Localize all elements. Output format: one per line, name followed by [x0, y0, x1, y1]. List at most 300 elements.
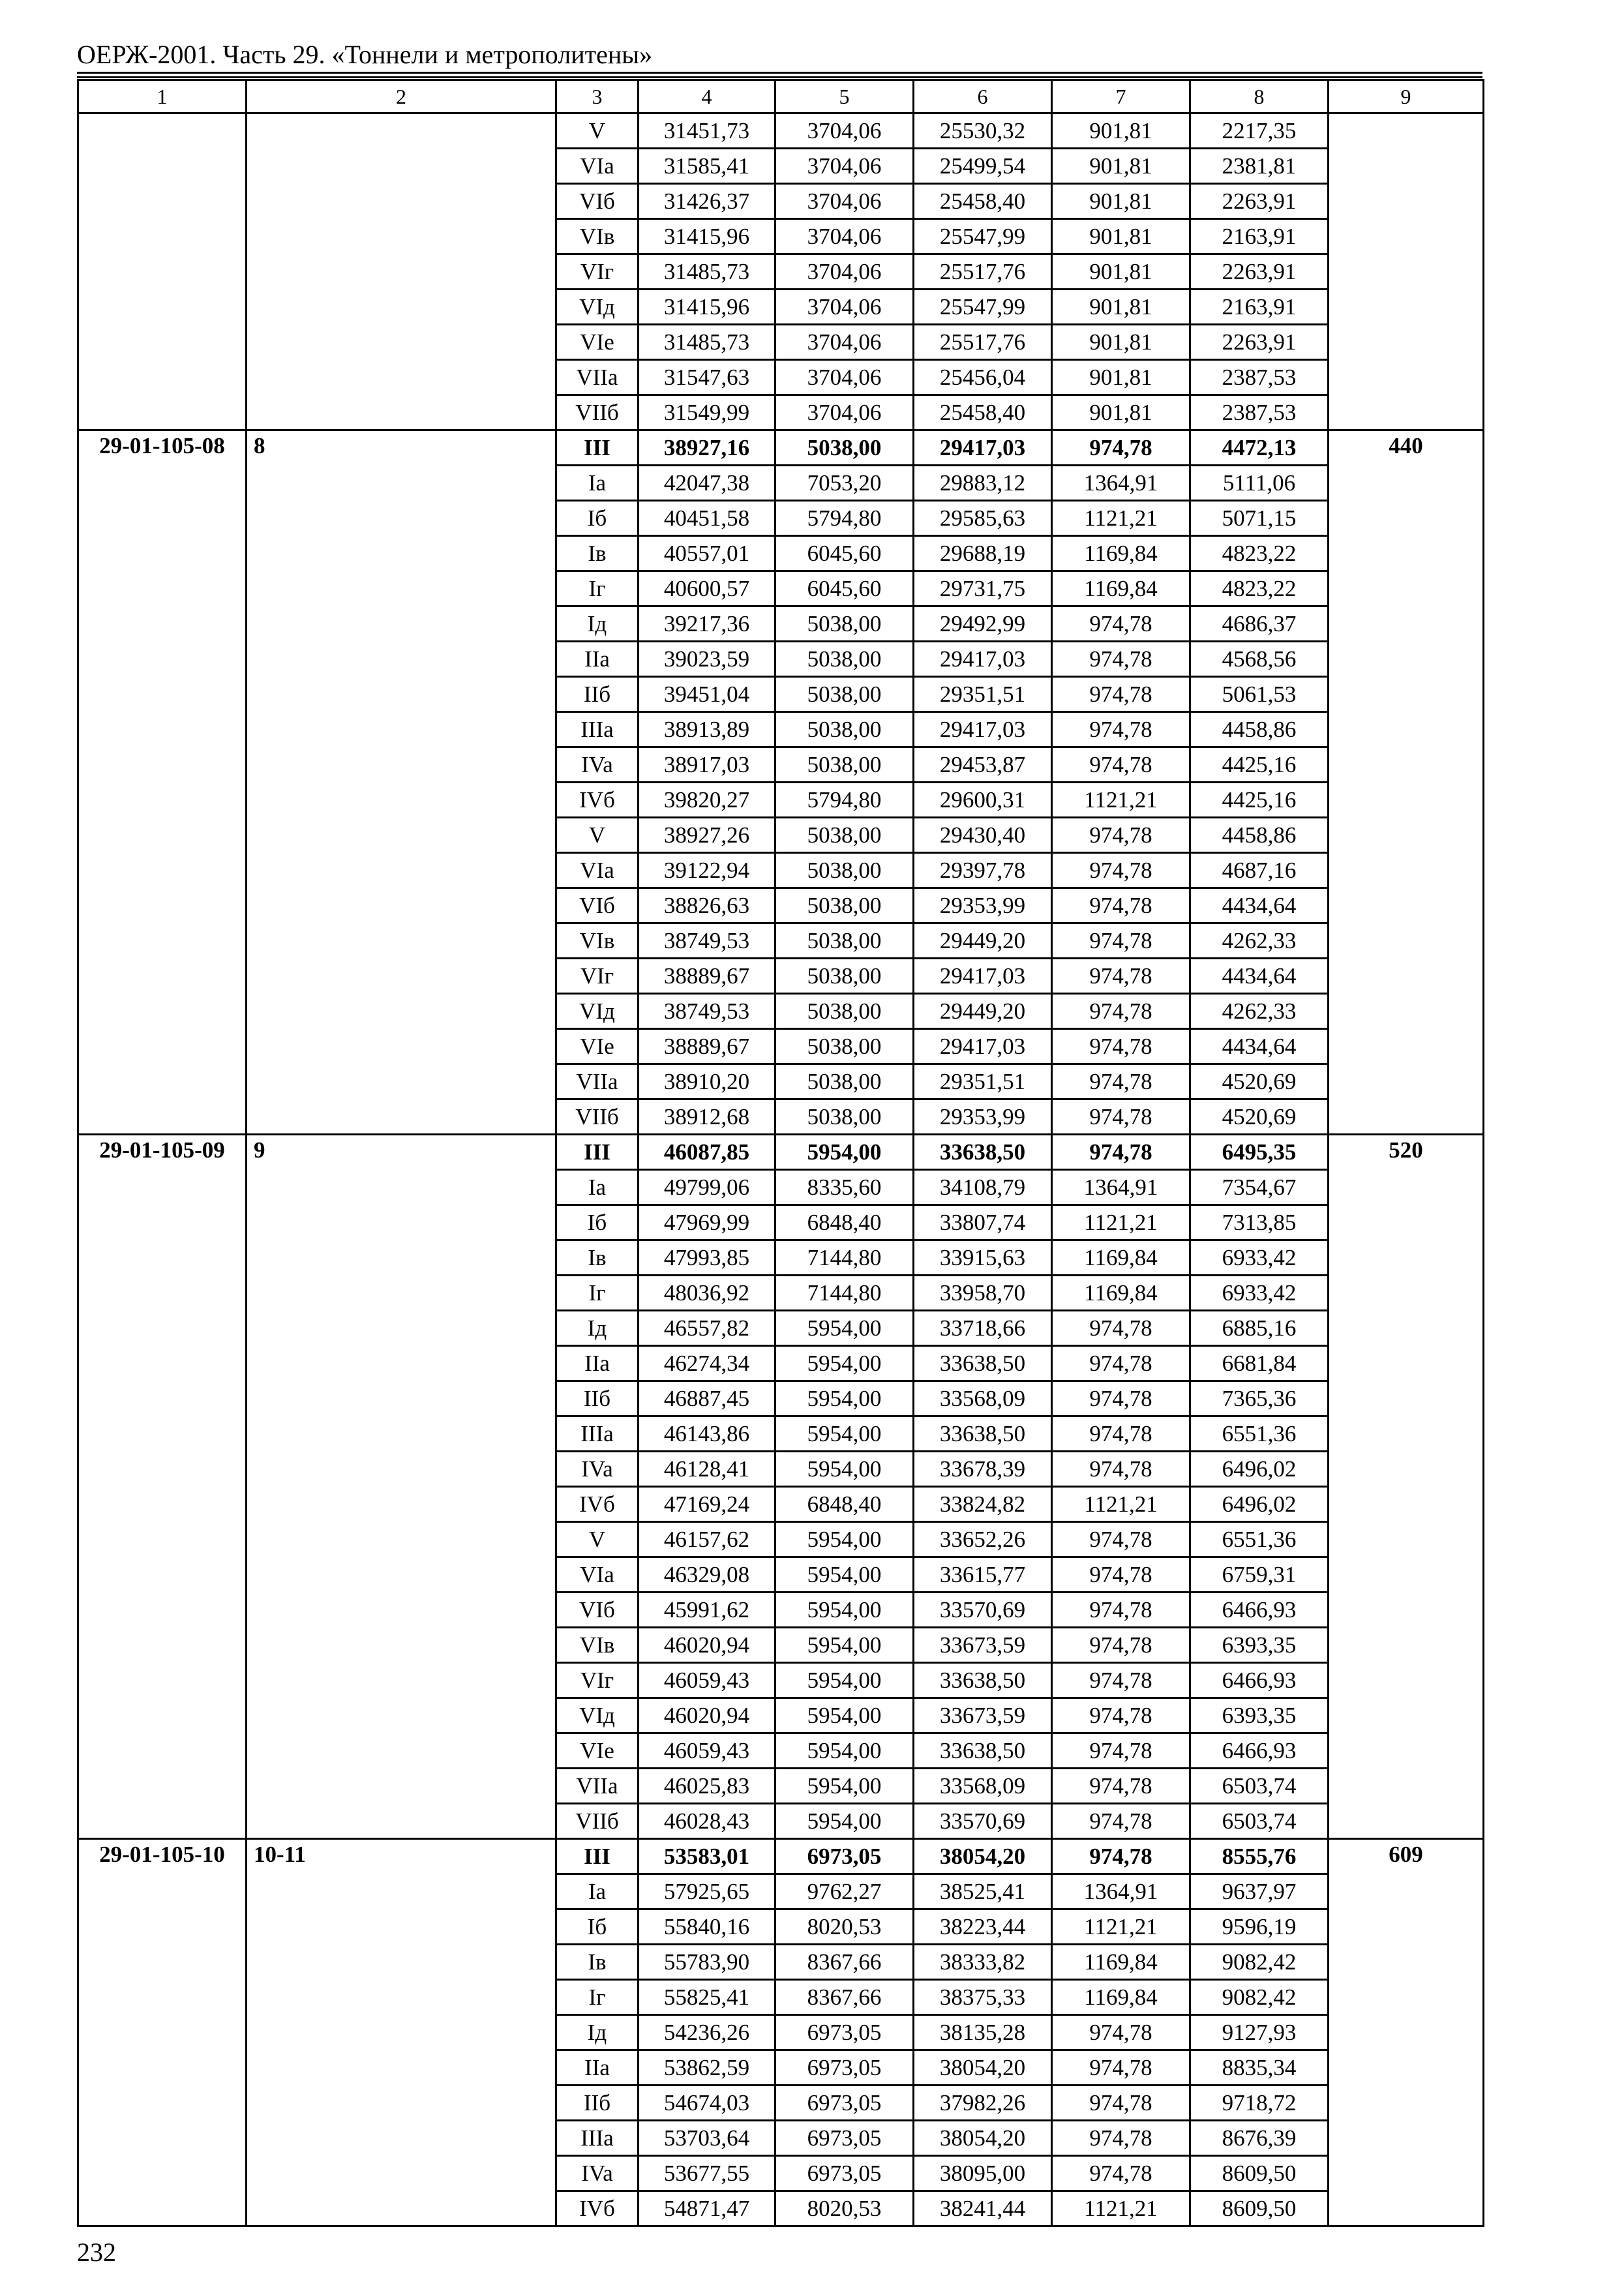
value-cell-col6: 33615,77 [914, 1557, 1052, 1593]
value-cell-col8: 2387,53 [1190, 360, 1329, 395]
value-cell-col6: 33673,59 [914, 1698, 1052, 1733]
value-cell-col6: 25458,40 [914, 184, 1052, 219]
value-cell-col4: 38910,20 [639, 1064, 775, 1100]
value-cell-col7: 901,81 [1052, 219, 1190, 254]
value-cell-col4: 46329,08 [639, 1557, 775, 1593]
value-cell-col6: 38095,00 [914, 2156, 1052, 2191]
value-cell-col8: 2263,91 [1190, 325, 1329, 360]
category-cell: Iд [556, 1311, 639, 1346]
value-cell-col4: 55840,16 [639, 1909, 775, 1945]
value-cell-col4: 46059,43 [639, 1663, 775, 1698]
value-cell-col7: 1169,84 [1052, 1276, 1190, 1311]
value-cell-col7: 974,78 [1052, 1311, 1190, 1346]
value-cell-col6: 25530,32 [914, 113, 1052, 149]
category-cell: III [556, 430, 639, 466]
value-cell-col6: 25547,99 [914, 290, 1052, 325]
value-cell-col7: 974,78 [1052, 1135, 1190, 1170]
value-cell-col4: 38913,89 [639, 712, 775, 747]
category-cell: VIд [556, 994, 639, 1029]
value-cell-col6: 33638,50 [914, 1663, 1052, 1698]
value-cell-col6: 29353,99 [914, 888, 1052, 923]
column-number-cell: 8 [1190, 80, 1329, 113]
value-cell-col8: 4434,64 [1190, 959, 1329, 994]
value-cell-col4: 54674,03 [639, 2086, 775, 2121]
value-cell-col5: 6973,05 [775, 2050, 914, 2086]
category-cell: IIб [556, 677, 639, 712]
value-cell-col6: 33638,50 [914, 1135, 1052, 1170]
value-cell-col6: 33824,82 [914, 1487, 1052, 1522]
value-cell-col8: 6681,84 [1190, 1346, 1329, 1381]
value-cell-col4: 47969,99 [639, 1205, 775, 1240]
column-number-cell: 7 [1052, 80, 1190, 113]
value-cell-col8: 6393,35 [1190, 1628, 1329, 1663]
value-cell-col4: 55783,90 [639, 1945, 775, 1980]
value-cell-col5: 5954,00 [775, 1311, 914, 1346]
value-cell-col6: 38375,33 [914, 1980, 1052, 2015]
category-cell: IVa [556, 747, 639, 783]
column-number-cell: 9 [1329, 80, 1484, 113]
value-cell-col5: 5954,00 [775, 1769, 914, 1804]
value-cell-col6: 29351,51 [914, 1064, 1052, 1100]
value-cell-col4: 47993,85 [639, 1240, 775, 1276]
value-cell-col6: 29731,75 [914, 571, 1052, 606]
value-cell-col8: 9082,42 [1190, 1980, 1329, 2015]
value-cell-col6: 33638,50 [914, 1416, 1052, 1452]
category-cell: Iв [556, 1240, 639, 1276]
value-cell-col6: 29600,31 [914, 783, 1052, 818]
category-cell: VIIa [556, 360, 639, 395]
value-cell-col5: 5954,00 [775, 1628, 914, 1663]
value-cell-col6: 33570,69 [914, 1593, 1052, 1628]
category-cell: IIa [556, 1346, 639, 1381]
column-number-cell: 5 [775, 80, 914, 113]
value-cell-col4: 38927,16 [639, 430, 775, 466]
value-cell-col8: 6759,31 [1190, 1557, 1329, 1593]
value-cell-col5: 5954,00 [775, 1593, 914, 1628]
column-number-cell: 3 [556, 80, 639, 113]
item-code-cell [78, 113, 247, 430]
table-row [78, 1839, 1484, 1874]
value-cell-col8: 2217,35 [1190, 113, 1329, 149]
category-cell: VIг [556, 254, 639, 290]
value-cell-col4: 54236,26 [639, 2015, 775, 2050]
value-cell-col6: 38054,20 [914, 2050, 1052, 2086]
value-cell-col5: 6973,05 [775, 2121, 914, 2156]
category-cell: IVa [556, 2156, 639, 2191]
value-cell-col5: 5038,00 [775, 430, 914, 466]
value-cell-col5: 5038,00 [775, 747, 914, 783]
value-cell-col8: 4458,86 [1190, 818, 1329, 853]
table-row [78, 113, 1484, 149]
table-row [78, 1135, 1484, 1170]
value-cell-col8: 2387,53 [1190, 395, 1329, 430]
value-cell-col5: 6973,05 [775, 2156, 914, 2191]
value-cell-col6: 33570,69 [914, 1804, 1052, 1839]
table-body [78, 80, 1484, 2226]
value-cell-col7: 1121,21 [1052, 783, 1190, 818]
value-cell-col6: 38525,41 [914, 1874, 1052, 1909]
value-cell-col4: 31485,73 [639, 254, 775, 290]
value-cell-col6: 33568,09 [914, 1381, 1052, 1416]
value-cell-col5: 8335,60 [775, 1170, 914, 1205]
value-cell-col7: 974,78 [1052, 1452, 1190, 1487]
value-cell-col4: 31549,99 [639, 395, 775, 430]
column-number-cell: 2 [247, 80, 556, 113]
value-cell-col6: 29430,40 [914, 818, 1052, 853]
value-cell-col5: 5038,00 [775, 1029, 914, 1064]
value-cell-col8: 4434,64 [1190, 1029, 1329, 1064]
value-cell-col4: 38917,03 [639, 747, 775, 783]
col9-cell: 520 [1329, 1135, 1484, 1839]
value-cell-col7: 974,78 [1052, 1839, 1190, 1874]
value-cell-col5: 5038,00 [775, 1100, 914, 1135]
value-cell-col8: 4686,37 [1190, 606, 1329, 642]
category-cell: IIб [556, 1381, 639, 1416]
value-cell-col4: 46157,62 [639, 1522, 775, 1557]
value-cell-col6: 38054,20 [914, 1839, 1052, 1874]
value-cell-col8: 5111,06 [1190, 466, 1329, 501]
category-cell: V [556, 113, 639, 149]
value-cell-col5: 5954,00 [775, 1452, 914, 1487]
column-number-cell: 1 [78, 80, 247, 113]
category-cell: III [556, 1839, 639, 1874]
value-cell-col8: 6885,16 [1190, 1311, 1329, 1346]
value-cell-col4: 31547,63 [639, 360, 775, 395]
value-cell-col6: 33807,74 [914, 1205, 1052, 1240]
value-cell-col4: 31585,41 [639, 149, 775, 184]
value-cell-col5: 8020,53 [775, 1909, 914, 1945]
value-cell-col4: 40557,01 [639, 536, 775, 571]
category-cell: VIIб [556, 395, 639, 430]
value-cell-col7: 974,78 [1052, 853, 1190, 888]
item-code-cell: 29-01-105-09 [78, 1135, 247, 1839]
item-code-cell: 29-01-105-10 [78, 1839, 247, 2226]
value-cell-col4: 55825,41 [639, 1980, 775, 2015]
value-cell-col6: 29492,99 [914, 606, 1052, 642]
value-cell-col6: 29883,12 [914, 466, 1052, 501]
value-cell-col5: 8020,53 [775, 2191, 914, 2226]
value-cell-col7: 1364,91 [1052, 1170, 1190, 1205]
value-cell-col4: 31485,73 [639, 325, 775, 360]
category-cell: V [556, 818, 639, 853]
value-cell-col6: 29397,78 [914, 853, 1052, 888]
value-cell-col4: 53703,64 [639, 2121, 775, 2156]
value-cell-col5: 5038,00 [775, 642, 914, 677]
value-cell-col5: 5038,00 [775, 818, 914, 853]
category-cell: Iд [556, 606, 639, 642]
value-cell-col6: 33678,39 [914, 1452, 1052, 1487]
value-cell-col7: 1121,21 [1052, 1909, 1190, 1945]
value-cell-col8: 6496,02 [1190, 1487, 1329, 1522]
value-cell-col6: 29585,63 [914, 501, 1052, 536]
value-cell-col4: 39820,27 [639, 783, 775, 818]
value-cell-col4: 38749,53 [639, 923, 775, 959]
value-cell-col8: 8835,34 [1190, 2050, 1329, 2086]
category-cell: VIe [556, 325, 639, 360]
value-cell-col7: 974,78 [1052, 2156, 1190, 2191]
value-cell-col6: 29417,03 [914, 1029, 1052, 1064]
value-cell-col4: 38749,53 [639, 994, 775, 1029]
value-cell-col4: 57925,65 [639, 1874, 775, 1909]
value-cell-col7: 1169,84 [1052, 1240, 1190, 1276]
value-cell-col7: 974,78 [1052, 1628, 1190, 1663]
category-cell: VIe [556, 1733, 639, 1769]
header-rule-double [77, 76, 1482, 78]
value-cell-col5: 6045,60 [775, 536, 914, 571]
category-cell: VIд [556, 1698, 639, 1733]
category-cell: V [556, 1522, 639, 1557]
category-cell: Iв [556, 1945, 639, 1980]
category-cell: IIa [556, 642, 639, 677]
category-cell: IIIa [556, 2121, 639, 2156]
category-cell: IVa [556, 1452, 639, 1487]
value-cell-col7: 974,78 [1052, 994, 1190, 1029]
value-cell-col5: 5794,80 [775, 783, 914, 818]
value-cell-col5: 5954,00 [775, 1663, 914, 1698]
value-cell-col8: 4262,33 [1190, 923, 1329, 959]
value-cell-col5: 5038,00 [775, 606, 914, 642]
value-cell-col6: 33915,63 [914, 1240, 1052, 1276]
value-cell-col7: 901,81 [1052, 360, 1190, 395]
value-cell-col6: 33673,59 [914, 1628, 1052, 1663]
value-cell-col8: 8609,50 [1190, 2191, 1329, 2226]
value-cell-col8: 4472,13 [1190, 430, 1329, 466]
value-cell-col5: 6973,05 [775, 2015, 914, 2050]
value-cell-col5: 8367,66 [775, 1945, 914, 1980]
value-cell-col8: 2381,81 [1190, 149, 1329, 184]
value-cell-col7: 901,81 [1052, 113, 1190, 149]
parameter-cell: 9 [247, 1135, 556, 1839]
value-cell-col8: 4425,16 [1190, 747, 1329, 783]
value-cell-col4: 46274,34 [639, 1346, 775, 1381]
value-cell-col5: 5038,00 [775, 923, 914, 959]
parameter-cell: 8 [247, 430, 556, 1135]
value-cell-col5: 3704,06 [775, 395, 914, 430]
value-cell-col6: 29417,03 [914, 959, 1052, 994]
value-cell-col6: 37982,26 [914, 2086, 1052, 2121]
value-cell-col6: 25517,76 [914, 254, 1052, 290]
value-cell-col5: 6973,05 [775, 1839, 914, 1874]
value-cell-col5: 5954,00 [775, 1557, 914, 1593]
col9-cell [1329, 113, 1484, 430]
value-cell-col7: 974,78 [1052, 1804, 1190, 1839]
value-cell-col6: 34108,79 [914, 1170, 1052, 1205]
value-cell-col6: 25547,99 [914, 219, 1052, 254]
value-cell-col7: 974,78 [1052, 1769, 1190, 1804]
value-cell-col4: 42047,38 [639, 466, 775, 501]
value-cell-col7: 974,78 [1052, 2121, 1190, 2156]
value-cell-col4: 47169,24 [639, 1487, 775, 1522]
value-cell-col8: 4458,86 [1190, 712, 1329, 747]
category-cell: Ia [556, 466, 639, 501]
value-cell-col8: 4262,33 [1190, 994, 1329, 1029]
category-cell: VIIб [556, 1100, 639, 1135]
category-cell: VIa [556, 1557, 639, 1593]
value-cell-col8: 7354,67 [1190, 1170, 1329, 1205]
value-cell-col4: 46028,43 [639, 1804, 775, 1839]
value-cell-col4: 46143,86 [639, 1416, 775, 1452]
value-cell-col8: 6551,36 [1190, 1522, 1329, 1557]
value-cell-col4: 46020,94 [639, 1698, 775, 1733]
category-cell: VIIб [556, 1804, 639, 1839]
value-cell-col6: 29353,99 [914, 1100, 1052, 1135]
parameter-cell [247, 113, 556, 430]
table-row [78, 430, 1484, 466]
page-number: 232 [77, 2237, 116, 2267]
value-cell-col8: 4823,22 [1190, 571, 1329, 606]
value-cell-col8: 6466,93 [1190, 1663, 1329, 1698]
parameter-cell: 10-11 [247, 1839, 556, 2226]
value-cell-col4: 54871,47 [639, 2191, 775, 2226]
value-cell-col7: 974,78 [1052, 888, 1190, 923]
value-cell-col4: 38826,63 [639, 888, 775, 923]
value-cell-col7: 974,78 [1052, 2086, 1190, 2121]
column-number-row [78, 80, 1484, 113]
value-cell-col7: 901,81 [1052, 290, 1190, 325]
value-cell-col7: 1121,21 [1052, 1205, 1190, 1240]
value-cell-col7: 1169,84 [1052, 1980, 1190, 2015]
value-cell-col6: 25458,40 [914, 395, 1052, 430]
value-cell-col8: 4425,16 [1190, 783, 1329, 818]
value-cell-col7: 1121,21 [1052, 2191, 1190, 2226]
value-cell-col7: 974,78 [1052, 1593, 1190, 1628]
category-cell: Iг [556, 571, 639, 606]
value-cell-col6: 29351,51 [914, 677, 1052, 712]
value-cell-col4: 53677,55 [639, 2156, 775, 2191]
value-cell-col6: 33652,26 [914, 1522, 1052, 1557]
category-cell: VIб [556, 1593, 639, 1628]
column-number-cell: 6 [914, 80, 1052, 113]
value-cell-col5: 8367,66 [775, 1980, 914, 2015]
category-cell: VIe [556, 1029, 639, 1064]
value-cell-col7: 974,78 [1052, 1698, 1190, 1733]
value-cell-col6: 33718,66 [914, 1311, 1052, 1346]
value-cell-col5: 9762,27 [775, 1874, 914, 1909]
value-cell-col4: 45991,62 [639, 1593, 775, 1628]
header-rule [77, 72, 1482, 74]
value-cell-col6: 29453,87 [914, 747, 1052, 783]
price-table [77, 79, 1484, 2227]
category-cell: IVб [556, 783, 639, 818]
value-cell-col6: 29417,03 [914, 712, 1052, 747]
value-cell-col8: 9637,97 [1190, 1874, 1329, 1909]
category-cell: IVб [556, 1487, 639, 1522]
value-cell-col6: 33568,09 [914, 1769, 1052, 1804]
category-cell: Ia [556, 1874, 639, 1909]
value-cell-col7: 974,78 [1052, 1663, 1190, 1698]
value-cell-col8: 2263,91 [1190, 254, 1329, 290]
value-cell-col7: 974,78 [1052, 959, 1190, 994]
category-cell: VIв [556, 923, 639, 959]
value-cell-col5: 5038,00 [775, 853, 914, 888]
value-cell-col6: 33638,50 [914, 1733, 1052, 1769]
value-cell-col6: 38241,44 [914, 2191, 1052, 2226]
value-cell-col4: 48036,92 [639, 1276, 775, 1311]
category-cell: IIIa [556, 1416, 639, 1452]
category-cell: VIг [556, 959, 639, 994]
value-cell-col4: 38927,26 [639, 818, 775, 853]
category-cell: IVб [556, 2191, 639, 2226]
value-cell-col5: 6045,60 [775, 571, 914, 606]
value-cell-col4: 46025,83 [639, 1769, 775, 1804]
value-cell-col7: 974,78 [1052, 712, 1190, 747]
value-cell-col5: 5038,00 [775, 959, 914, 994]
value-cell-col8: 6466,93 [1190, 1593, 1329, 1628]
value-cell-col4: 46087,85 [639, 1135, 775, 1170]
col9-cell: 609 [1329, 1839, 1484, 2226]
value-cell-col8: 8555,76 [1190, 1839, 1329, 1874]
category-cell: VIв [556, 1628, 639, 1663]
col9-cell: 440 [1329, 430, 1484, 1135]
category-cell: VIд [556, 290, 639, 325]
category-cell: Iг [556, 1980, 639, 2015]
value-cell-col8: 8676,39 [1190, 2121, 1329, 2156]
category-cell: VIa [556, 149, 639, 184]
value-cell-col5: 5954,00 [775, 1698, 914, 1733]
category-cell: VIб [556, 888, 639, 923]
value-cell-col5: 5954,00 [775, 1416, 914, 1452]
value-cell-col7: 974,78 [1052, 747, 1190, 783]
value-cell-col7: 974,78 [1052, 430, 1190, 466]
value-cell-col5: 3704,06 [775, 290, 914, 325]
value-cell-col7: 974,78 [1052, 1733, 1190, 1769]
value-cell-col7: 974,78 [1052, 642, 1190, 677]
value-cell-col4: 40451,58 [639, 501, 775, 536]
value-cell-col6: 38333,82 [914, 1945, 1052, 1980]
value-cell-col4: 40600,57 [639, 571, 775, 606]
value-cell-col7: 974,78 [1052, 818, 1190, 853]
category-cell: Iг [556, 1276, 639, 1311]
value-cell-col4: 53862,59 [639, 2050, 775, 2086]
value-cell-col6: 38223,44 [914, 1909, 1052, 1945]
value-cell-col6: 25499,54 [914, 149, 1052, 184]
value-cell-col8: 5071,15 [1190, 501, 1329, 536]
category-cell: Iб [556, 1205, 639, 1240]
value-cell-col5: 5038,00 [775, 994, 914, 1029]
category-cell: Ia [556, 1170, 639, 1205]
value-cell-col5: 5954,00 [775, 1135, 914, 1170]
category-cell: IIa [556, 2050, 639, 2086]
value-cell-col7: 901,81 [1052, 254, 1190, 290]
value-cell-col4: 46020,94 [639, 1628, 775, 1663]
value-cell-col4: 53583,01 [639, 1839, 775, 1874]
value-cell-col6: 29417,03 [914, 430, 1052, 466]
value-cell-col8: 4434,64 [1190, 888, 1329, 923]
value-cell-col5: 7144,80 [775, 1276, 914, 1311]
category-cell: VIв [556, 219, 639, 254]
value-cell-col7: 974,78 [1052, 1557, 1190, 1593]
category-cell: IIIa [556, 712, 639, 747]
value-cell-col4: 46887,45 [639, 1381, 775, 1416]
value-cell-col7: 974,78 [1052, 1416, 1190, 1452]
value-cell-col7: 1121,21 [1052, 501, 1190, 536]
value-cell-col8: 6933,42 [1190, 1276, 1329, 1311]
value-cell-col8: 6551,36 [1190, 1416, 1329, 1452]
value-cell-col5: 3704,06 [775, 360, 914, 395]
value-cell-col8: 2163,91 [1190, 290, 1329, 325]
value-cell-col5: 3704,06 [775, 149, 914, 184]
page-header: ОЕРЖ-2001. Часть 29. «Тоннели и метрополитены» [77, 40, 653, 69]
value-cell-col5: 3704,06 [775, 184, 914, 219]
value-cell-col8: 4520,69 [1190, 1100, 1329, 1135]
value-cell-col4: 39023,59 [639, 642, 775, 677]
value-cell-col7: 974,78 [1052, 1064, 1190, 1100]
value-cell-col7: 1364,91 [1052, 466, 1190, 501]
value-cell-col5: 3704,06 [775, 219, 914, 254]
value-cell-col6: 29417,03 [914, 642, 1052, 677]
value-cell-col6: 38135,28 [914, 2015, 1052, 2050]
value-cell-col7: 974,78 [1052, 2050, 1190, 2086]
